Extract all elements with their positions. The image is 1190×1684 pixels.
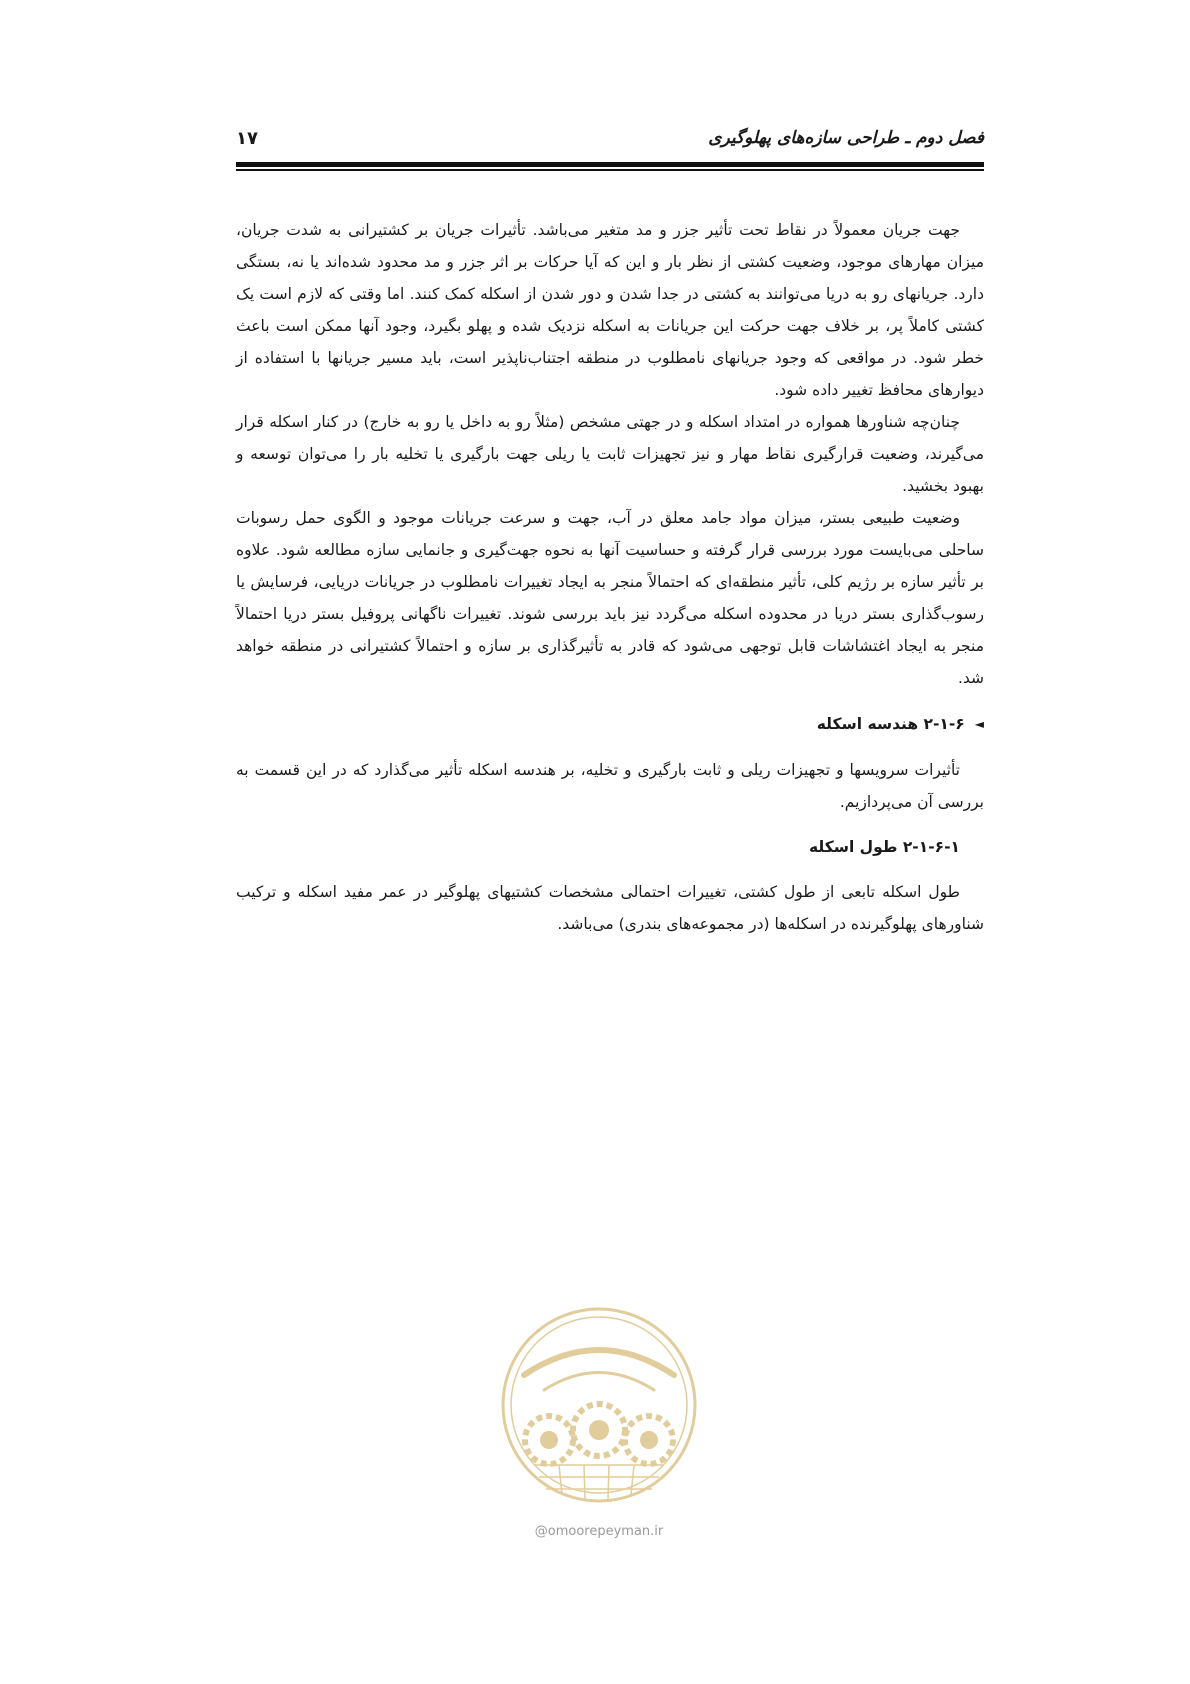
paragraph: چنان‌چه شناورها همواره در امتداد اسکله و در جهتی مشخص (مثلاً رو به داخل یا رو به خارج) در کنار اسکله قرار می‌گیرند، وضعیت قرارگیری نقاط مهار و نیز تجهیزات ثابت یا ریلی جهت بارگیری یا تخلیه بار را می‌توان توسعه و بهبود بخشید. <box>236 413 984 495</box>
paragraph: جهت جریان معمولاً در نقاط تحت تأثیر جزر و مد متغیر می‌باشد. تأثیرات جریان بر کشتیرانی به شدت جریان، میزان مهارهای موجود، وضعیت کشتی از نظر بار و این که آیا حرکات بر اثر جزر و مد محدود شده‌اند یا نه، بستگی دارد. جریانهای رو به دریا می‌توانند به کشتی در جدا شدن و دور شدن از اسکله کمک کنند. اما وقتی که لازم است یک کشتی کاملاً پر، بر خلاف جهت حرکت این جریانات به اسکله نزدیک شده و پهلو بگیرد، وجود آنها ممکن است باعث خطر شود. در مواقعی که وجود جریانهای نامطلوب در منطقه اجتناب‌ناپذیر است، باید مسیر جریانها با استفاده از دیوارهای محافظ تغییر داده شود. <box>236 221 984 399</box>
subsection-heading: ۲-۱-۶-۱ طول اسکله <box>808 838 960 856</box>
paragraph: طول اسکله تابعی از طول کشتی، تغییرات احتمالی مشخصات کشتیهای پهلوگیر در عمر مفید اسکله و ترکیب شناورهای پهلوگیرنده در اسکله‌ها (در مجموعه‌های بندری) می‌باشد. <box>236 883 984 933</box>
running-header <box>236 128 984 162</box>
section-heading <box>236 704 984 744</box>
paragraph: تأثیرات سرویسها و تجهیزات ریلی و ثابت بارگیری و تخلیه، بر هندسه اسکله تأثیر می‌گذارد که در این قسمت به بررسی آن می‌پردازیم. <box>236 761 984 811</box>
watermark-url: @omoorepeyman.ir <box>534 1524 664 1539</box>
triangle-marker-icon: ◄ <box>974 717 984 731</box>
body-text <box>236 214 984 940</box>
paragraph: وضعیت طبیعی بستر، میزان مواد جامد معلق در آب، جهت و سرعت جریانات موجود و الگوی حمل رسوبات ساحلی می‌بایست مورد بررسی قرار گرفته و حساسیت آنها به نحوه جهت‌گیری و جانمایی سازه مطالعه شود. علاوه بر تأثیر سازه بر رژیم کلی، تأثیر منطقه‌ای که احتمالاً منجر به ایجاد تغییرات نامطلوب در جریانات دریایی، فرسایش یا رسوب‌گذاری بستر دریا در محدوده اسکله می‌گردد نیز باید بررسی شوند. تغییرات ناگهانی پروفیل بستر دریا احتمالاً منجر به ایجاد اغتشاشات قابل توجهی می‌شود که قادر به تأثیرگذاری بر سازه و احتمالاً کشتیرانی در منطقه خواهد شد. <box>236 509 984 687</box>
header-rule-thin <box>236 169 984 171</box>
header-rule-thick <box>236 162 984 167</box>
page-number: ۱۷ <box>236 128 258 149</box>
watermark-logo <box>484 1305 714 1555</box>
section-heading-text: ۲-۱-۶ هندسه اسکله <box>816 715 965 733</box>
watermark-seal-icon <box>484 1305 714 1525</box>
chapter-title: فصل دوم ـ طراحی سازه‌های پهلوگیری <box>708 128 984 148</box>
